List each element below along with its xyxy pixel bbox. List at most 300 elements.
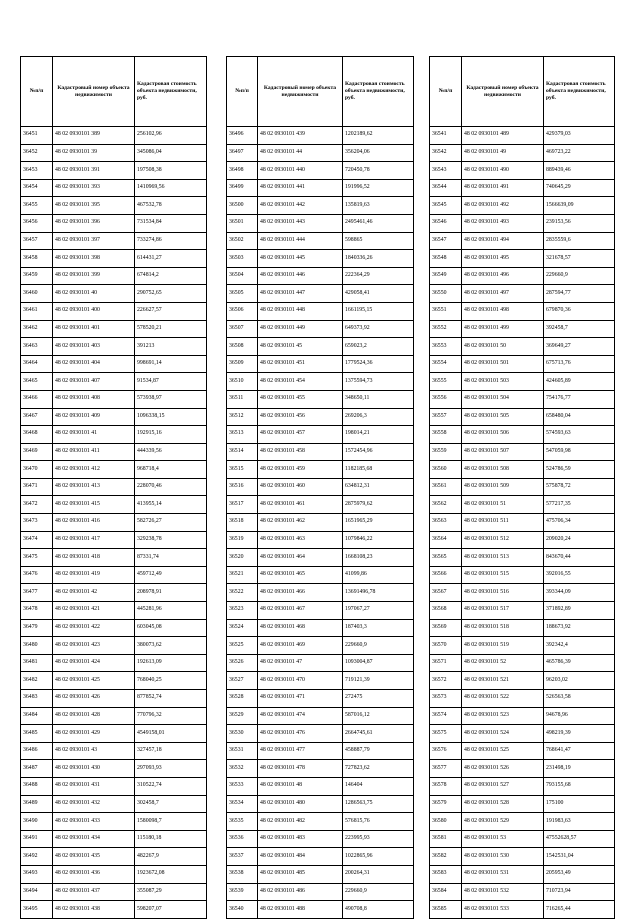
table-row [430, 760, 615, 778]
table-row [21, 813, 207, 831]
cell-cadastral-value: 1096338,15 [135, 408, 207, 426]
cell-cadastral-number: 48 02 0930101 492 [462, 197, 544, 215]
cell-cadastral-number: 48 02 0930101 48 [258, 777, 343, 795]
table-row [21, 197, 207, 215]
table-row [21, 320, 207, 338]
cell-cadastral-number: 48 02 0930101 423 [53, 637, 135, 655]
table-row [227, 214, 414, 232]
cell-cadastral-number: 48 02 0930101 404 [53, 355, 135, 373]
table-row [430, 672, 615, 690]
cell-number: 36468 [21, 426, 53, 444]
header-cadastral-number: Кадастровый номер объекта недвижимости [258, 57, 343, 127]
cell-cadastral-value: 547059,98 [544, 443, 615, 461]
table-row [21, 584, 207, 602]
table-row [430, 707, 615, 725]
cell-number: 36465 [21, 373, 53, 391]
cell-cadastral-value: 575878,72 [544, 478, 615, 496]
cell-cadastral-number: 48 02 0930101 486 [258, 883, 343, 901]
cell-cadastral-value: 1779524,36 [343, 355, 414, 373]
cell-number: 36574 [430, 707, 462, 725]
table-row [227, 883, 414, 901]
cell-number: 36486 [21, 742, 53, 760]
cell-cadastral-number: 48 02 0930101 417 [53, 531, 135, 549]
cell-cadastral-value: 675713,76 [544, 355, 615, 373]
cell-number: 36466 [21, 390, 53, 408]
header-number: №п/п [430, 57, 462, 127]
cell-number: 36483 [21, 690, 53, 708]
cell-cadastral-number: 48 02 0930101 396 [53, 214, 135, 232]
cell-cadastral-value: 1923672,08 [135, 865, 207, 883]
cell-cadastral-number: 48 02 0930101 393 [53, 179, 135, 197]
cell-cadastral-value: 1566639,09 [544, 197, 615, 215]
cell-number: 36544 [430, 179, 462, 197]
cell-cadastral-number: 48 02 0930101 455 [258, 390, 343, 408]
cell-cadastral-number: 48 02 0930101 413 [53, 478, 135, 496]
cell-cadastral-number: 48 02 0930101 446 [258, 267, 343, 285]
table-row [227, 320, 414, 338]
table-header-row [430, 57, 615, 127]
table-row [227, 373, 414, 391]
cadastral-table-1 [20, 56, 207, 919]
cell-number: 36511 [227, 390, 258, 408]
cell-cadastral-value: 587016,12 [343, 707, 414, 725]
table-row [430, 830, 615, 848]
table-row [227, 478, 414, 496]
cell-cadastral-number: 48 02 0930101 478 [258, 760, 343, 778]
cell-cadastral-value: 222364,29 [343, 267, 414, 285]
table-row [227, 654, 414, 672]
cell-cadastral-value: 720450,78 [343, 162, 414, 180]
cell-cadastral-number: 48 02 0930101 460 [258, 478, 343, 496]
cell-cadastral-number: 48 02 0930101 45 [258, 338, 343, 356]
cell-cadastral-number: 48 02 0930101 436 [53, 865, 135, 883]
table-row [227, 566, 414, 584]
cell-cadastral-value: 1202189,62 [343, 127, 414, 145]
cell-number: 36457 [21, 232, 53, 250]
cell-cadastral-value: 393344,09 [544, 584, 615, 602]
cell-cadastral-value: 200264,31 [343, 865, 414, 883]
cell-number: 36575 [430, 725, 462, 743]
cell-cadastral-value: 733274,86 [135, 232, 207, 250]
cell-cadastral-number: 48 02 0930101 458 [258, 443, 343, 461]
table-row [430, 197, 615, 215]
cell-cadastral-number: 48 02 0930101 515 [462, 566, 544, 584]
table-row [227, 232, 414, 250]
table-row [21, 355, 207, 373]
cell-cadastral-value: 576815,76 [343, 813, 414, 831]
cell-cadastral-number: 48 02 0930101 511 [462, 514, 544, 532]
cell-cadastral-value: 96203,02 [544, 672, 615, 690]
cell-cadastral-number: 48 02 0930101 516 [462, 584, 544, 602]
cell-cadastral-value: 679870,36 [544, 302, 615, 320]
cell-cadastral-number: 48 02 0930101 526 [462, 760, 544, 778]
table-row [430, 602, 615, 620]
cell-cadastral-number: 48 02 0930101 532 [462, 883, 544, 901]
cell-cadastral-value: 716265,44 [544, 901, 615, 919]
cell-cadastral-number: 48 02 0930101 530 [462, 848, 544, 866]
cell-cadastral-value: 229660,9 [343, 883, 414, 901]
table-row [21, 901, 207, 919]
cell-number: 36472 [21, 496, 53, 514]
table-row [430, 725, 615, 743]
table-row [227, 549, 414, 567]
cell-cadastral-value: 197508,38 [135, 162, 207, 180]
cell-number: 36505 [227, 285, 258, 303]
table-row [227, 707, 414, 725]
cell-cadastral-value: 482267,9 [135, 848, 207, 866]
cell-cadastral-value: 287594,77 [544, 285, 615, 303]
cell-number: 36547 [430, 232, 462, 250]
cell-cadastral-number: 48 02 0930101 466 [258, 584, 343, 602]
table-row [227, 514, 414, 532]
cell-cadastral-number: 48 02 0930101 441 [258, 179, 343, 197]
cell-cadastral-value: 192613,09 [135, 654, 207, 672]
cell-cadastral-value: 1661195,15 [343, 302, 414, 320]
cell-cadastral-number: 48 02 0930101 47 [258, 654, 343, 672]
cell-number: 36453 [21, 162, 53, 180]
cell-number: 36477 [21, 584, 53, 602]
cell-number: 36560 [430, 461, 462, 479]
cell-cadastral-value: 329238,78 [135, 531, 207, 549]
cell-number: 36526 [227, 654, 258, 672]
cell-number: 36569 [430, 619, 462, 637]
cell-cadastral-value: 458887,79 [343, 742, 414, 760]
cell-cadastral-number: 48 02 0930101 476 [258, 725, 343, 743]
table-row [430, 373, 615, 391]
cell-cadastral-number: 48 02 0930101 477 [258, 742, 343, 760]
cell-cadastral-number: 48 02 0930101 525 [462, 742, 544, 760]
cell-cadastral-value: 135819,63 [343, 197, 414, 215]
cell-number: 36494 [21, 883, 53, 901]
table-row [227, 285, 414, 303]
cell-cadastral-number: 48 02 0930101 505 [462, 408, 544, 426]
cell-number: 36507 [227, 320, 258, 338]
cell-cadastral-number: 48 02 0930101 489 [462, 127, 544, 145]
cell-cadastral-value: 1542531,04 [544, 848, 615, 866]
table-row [430, 443, 615, 461]
table-row [21, 478, 207, 496]
cell-number: 36479 [21, 619, 53, 637]
cell-cadastral-number: 48 02 0930101 462 [258, 514, 343, 532]
cell-cadastral-number: 48 02 0930101 53 [462, 830, 544, 848]
cell-cadastral-number: 48 02 0930101 439 [258, 127, 343, 145]
table-row [227, 443, 414, 461]
cell-number: 36527 [227, 672, 258, 690]
cell-cadastral-number: 48 02 0930101 50 [462, 338, 544, 356]
cell-cadastral-number: 48 02 0930101 521 [462, 672, 544, 690]
table-row [21, 232, 207, 250]
cell-number: 36556 [430, 390, 462, 408]
cell-cadastral-number: 48 02 0930101 512 [462, 531, 544, 549]
cell-number: 36454 [21, 179, 53, 197]
table-row [430, 179, 615, 197]
table-header-row [21, 57, 207, 127]
cell-cadastral-value: 740645,29 [544, 179, 615, 197]
table-row [227, 127, 414, 145]
cell-cadastral-value: 355087,29 [135, 883, 207, 901]
cell-number: 36515 [227, 461, 258, 479]
cell-cadastral-value: 1840336,26 [343, 250, 414, 268]
table-row [21, 443, 207, 461]
cell-cadastral-value: 1668108,23 [343, 549, 414, 567]
cell-number: 36541 [430, 127, 462, 145]
cell-cadastral-number: 48 02 0930101 438 [53, 901, 135, 919]
cell-cadastral-number: 48 02 0930101 517 [462, 602, 544, 620]
cell-cadastral-value: 659023,2 [343, 338, 414, 356]
cell-cadastral-number: 48 02 0930101 468 [258, 619, 343, 637]
cell-cadastral-value: 754176,77 [544, 390, 615, 408]
cell-number: 36516 [227, 478, 258, 496]
table-row [430, 795, 615, 813]
cell-cadastral-value: 191983,63 [544, 813, 615, 831]
cell-cadastral-number: 48 02 0930101 44 [258, 144, 343, 162]
table-row [21, 127, 207, 145]
cell-number: 36550 [430, 285, 462, 303]
table-row [430, 584, 615, 602]
cell-cadastral-number: 48 02 0930101 435 [53, 848, 135, 866]
table-row [21, 690, 207, 708]
cell-cadastral-number: 48 02 0930101 469 [258, 637, 343, 655]
cell-number: 36537 [227, 848, 258, 866]
header-cadastral-value: Кадастровая стоимость объекта недвижимости, руб. [343, 57, 414, 127]
cell-cadastral-number: 48 02 0930101 456 [258, 408, 343, 426]
cell-number: 36471 [21, 478, 53, 496]
table-row [430, 162, 615, 180]
cell-cadastral-value: 188673,92 [544, 619, 615, 637]
cell-cadastral-number: 48 02 0930101 529 [462, 813, 544, 831]
cell-number: 36525 [227, 637, 258, 655]
cell-cadastral-number: 48 02 0930101 425 [53, 672, 135, 690]
cell-cadastral-number: 48 02 0930101 398 [53, 250, 135, 268]
table-row [227, 584, 414, 602]
cell-cadastral-number: 48 02 0930101 474 [258, 707, 343, 725]
table-row [430, 127, 615, 145]
cell-cadastral-number: 48 02 0930101 408 [53, 390, 135, 408]
cell-cadastral-value: 577217,35 [544, 496, 615, 514]
table-row [227, 637, 414, 655]
cell-number: 36458 [21, 250, 53, 268]
cell-number: 36546 [430, 214, 462, 232]
cell-cadastral-number: 48 02 0930101 497 [462, 285, 544, 303]
table-row [227, 760, 414, 778]
table-row [227, 496, 414, 514]
cell-cadastral-number: 48 02 0930101 400 [53, 302, 135, 320]
cell-cadastral-value: 469723,22 [544, 144, 615, 162]
cell-cadastral-value: 768641,47 [544, 742, 615, 760]
table-row [227, 461, 414, 479]
cell-cadastral-value: 345086,04 [135, 144, 207, 162]
cell-number: 36553 [430, 338, 462, 356]
table-row [21, 707, 207, 725]
cell-number: 36557 [430, 408, 462, 426]
table-row [21, 373, 207, 391]
cell-number: 36558 [430, 426, 462, 444]
table-row [21, 848, 207, 866]
cell-cadastral-number: 48 02 0930101 470 [258, 672, 343, 690]
table-row [21, 742, 207, 760]
table-row [21, 602, 207, 620]
cell-cadastral-number: 48 02 0930101 415 [53, 496, 135, 514]
cell-cadastral-number: 48 02 0930101 395 [53, 197, 135, 215]
cell-number: 36522 [227, 584, 258, 602]
cell-cadastral-number: 48 02 0930101 443 [258, 214, 343, 232]
table-row [430, 232, 615, 250]
table-row [430, 250, 615, 268]
cell-cadastral-value: 290752,65 [135, 285, 207, 303]
cell-number: 36503 [227, 250, 258, 268]
cell-cadastral-number: 48 02 0930101 508 [462, 461, 544, 479]
table-row [430, 426, 615, 444]
cell-number: 36561 [430, 478, 462, 496]
cell-number: 36520 [227, 549, 258, 567]
cell-number: 36555 [430, 373, 462, 391]
cell-cadastral-value: 475706,34 [544, 514, 615, 532]
cell-cadastral-number: 48 02 0930101 457 [258, 426, 343, 444]
cell-cadastral-value: 198014,21 [343, 426, 414, 444]
cell-cadastral-value: 768040,25 [135, 672, 207, 690]
cell-number: 36459 [21, 267, 53, 285]
cell-cadastral-number: 48 02 0930101 488 [258, 901, 343, 919]
cell-cadastral-value: 391213 [135, 338, 207, 356]
cell-cadastral-value: 573938,97 [135, 390, 207, 408]
cell-number: 36533 [227, 777, 258, 795]
table-row [227, 672, 414, 690]
cell-number: 36485 [21, 725, 53, 743]
table-row [21, 531, 207, 549]
cell-number: 36504 [227, 267, 258, 285]
cell-number: 36536 [227, 830, 258, 848]
cell-cadastral-number: 48 02 0930101 531 [462, 865, 544, 883]
cell-cadastral-value: 115180,18 [135, 830, 207, 848]
cell-cadastral-number: 48 02 0930101 522 [462, 690, 544, 708]
cell-number: 36518 [227, 514, 258, 532]
cell-number: 36519 [227, 531, 258, 549]
cell-number: 36496 [227, 127, 258, 145]
table-row [430, 566, 615, 584]
cell-cadastral-number: 48 02 0930101 484 [258, 848, 343, 866]
table-row [430, 901, 615, 919]
cell-number: 36478 [21, 602, 53, 620]
table-row [430, 514, 615, 532]
cell-number: 36581 [430, 830, 462, 848]
cell-cadastral-value: 889439,46 [544, 162, 615, 180]
table-row [430, 285, 615, 303]
cell-number: 36464 [21, 355, 53, 373]
cell-number: 36490 [21, 813, 53, 831]
cell-cadastral-number: 48 02 0930101 424 [53, 654, 135, 672]
table-row [21, 426, 207, 444]
cell-cadastral-value: 429058,41 [343, 285, 414, 303]
cell-cadastral-number: 48 02 0930101 519 [462, 637, 544, 655]
table-row [21, 777, 207, 795]
cell-cadastral-number: 48 02 0930101 409 [53, 408, 135, 426]
table-row [227, 619, 414, 637]
cell-number: 36573 [430, 690, 462, 708]
table-row [227, 197, 414, 215]
cell-cadastral-number: 48 02 0930101 498 [462, 302, 544, 320]
cell-number: 36543 [430, 162, 462, 180]
cell-cadastral-value: 197067,27 [343, 602, 414, 620]
cell-cadastral-number: 48 02 0930101 506 [462, 426, 544, 444]
cell-number: 36474 [21, 531, 53, 549]
cell-cadastral-value: 229660,9 [544, 267, 615, 285]
cell-cadastral-value: 4549158,01 [135, 725, 207, 743]
cell-number: 36509 [227, 355, 258, 373]
cell-cadastral-value: 843670,44 [544, 549, 615, 567]
cell-number: 36487 [21, 760, 53, 778]
cell-cadastral-value: 727823,62 [343, 760, 414, 778]
table-row [227, 179, 414, 197]
cell-cadastral-number: 48 02 0930101 503 [462, 373, 544, 391]
table-row [21, 619, 207, 637]
cell-cadastral-number: 48 02 0930101 483 [258, 830, 343, 848]
table-row [227, 144, 414, 162]
cell-cadastral-value: 598207,07 [135, 901, 207, 919]
cell-cadastral-number: 48 02 0930101 499 [462, 320, 544, 338]
cell-number: 36469 [21, 443, 53, 461]
cell-number: 36492 [21, 848, 53, 866]
cell-cadastral-value: 526563,58 [544, 690, 615, 708]
cell-cadastral-value: 302458,7 [135, 795, 207, 813]
cell-number: 36460 [21, 285, 53, 303]
cell-number: 36552 [430, 320, 462, 338]
table-row [430, 496, 615, 514]
cell-number: 36539 [227, 883, 258, 901]
table-row [21, 338, 207, 356]
cell-cadastral-number: 48 02 0930101 447 [258, 285, 343, 303]
cell-number: 36500 [227, 197, 258, 215]
cell-cadastral-value: 710723,94 [544, 883, 615, 901]
table-row [430, 214, 615, 232]
cell-cadastral-number: 48 02 0930101 434 [53, 830, 135, 848]
cell-number: 36583 [430, 865, 462, 883]
cell-cadastral-value: 2835559,6 [544, 232, 615, 250]
cell-cadastral-value: 1410969,56 [135, 179, 207, 197]
cell-cadastral-value: 1580098,7 [135, 813, 207, 831]
table-row [430, 883, 615, 901]
cell-cadastral-number: 48 02 0930101 40 [53, 285, 135, 303]
cell-number: 36463 [21, 338, 53, 356]
cell-number: 36510 [227, 373, 258, 391]
cell-cadastral-value: 380073,62 [135, 637, 207, 655]
cell-cadastral-value: 223995,93 [343, 830, 414, 848]
cell-cadastral-number: 48 02 0930101 442 [258, 197, 343, 215]
cell-number: 36542 [430, 144, 462, 162]
cell-cadastral-value: 465786,39 [544, 654, 615, 672]
cell-cadastral-number: 48 02 0930101 49 [462, 144, 544, 162]
cell-number: 36532 [227, 760, 258, 778]
cell-cadastral-number: 48 02 0930101 527 [462, 777, 544, 795]
cell-cadastral-number: 48 02 0930101 495 [462, 250, 544, 268]
table-row [21, 865, 207, 883]
cell-number: 36452 [21, 144, 53, 162]
cell-number: 36508 [227, 338, 258, 356]
table-row [430, 813, 615, 831]
cell-cadastral-value: 47552628,57 [544, 830, 615, 848]
table-row [21, 390, 207, 408]
cell-cadastral-value: 231498,19 [544, 760, 615, 778]
cell-cadastral-number: 48 02 0930101 459 [258, 461, 343, 479]
cell-cadastral-value: 598865 [343, 232, 414, 250]
cell-cadastral-value: 770796,32 [135, 707, 207, 725]
cell-cadastral-value: 239153,56 [544, 214, 615, 232]
table-row [430, 302, 615, 320]
table-row [21, 514, 207, 532]
table-row [227, 813, 414, 831]
cell-number: 36576 [430, 742, 462, 760]
cell-cadastral-value: 1022865,96 [343, 848, 414, 866]
cell-number: 36540 [227, 901, 258, 919]
